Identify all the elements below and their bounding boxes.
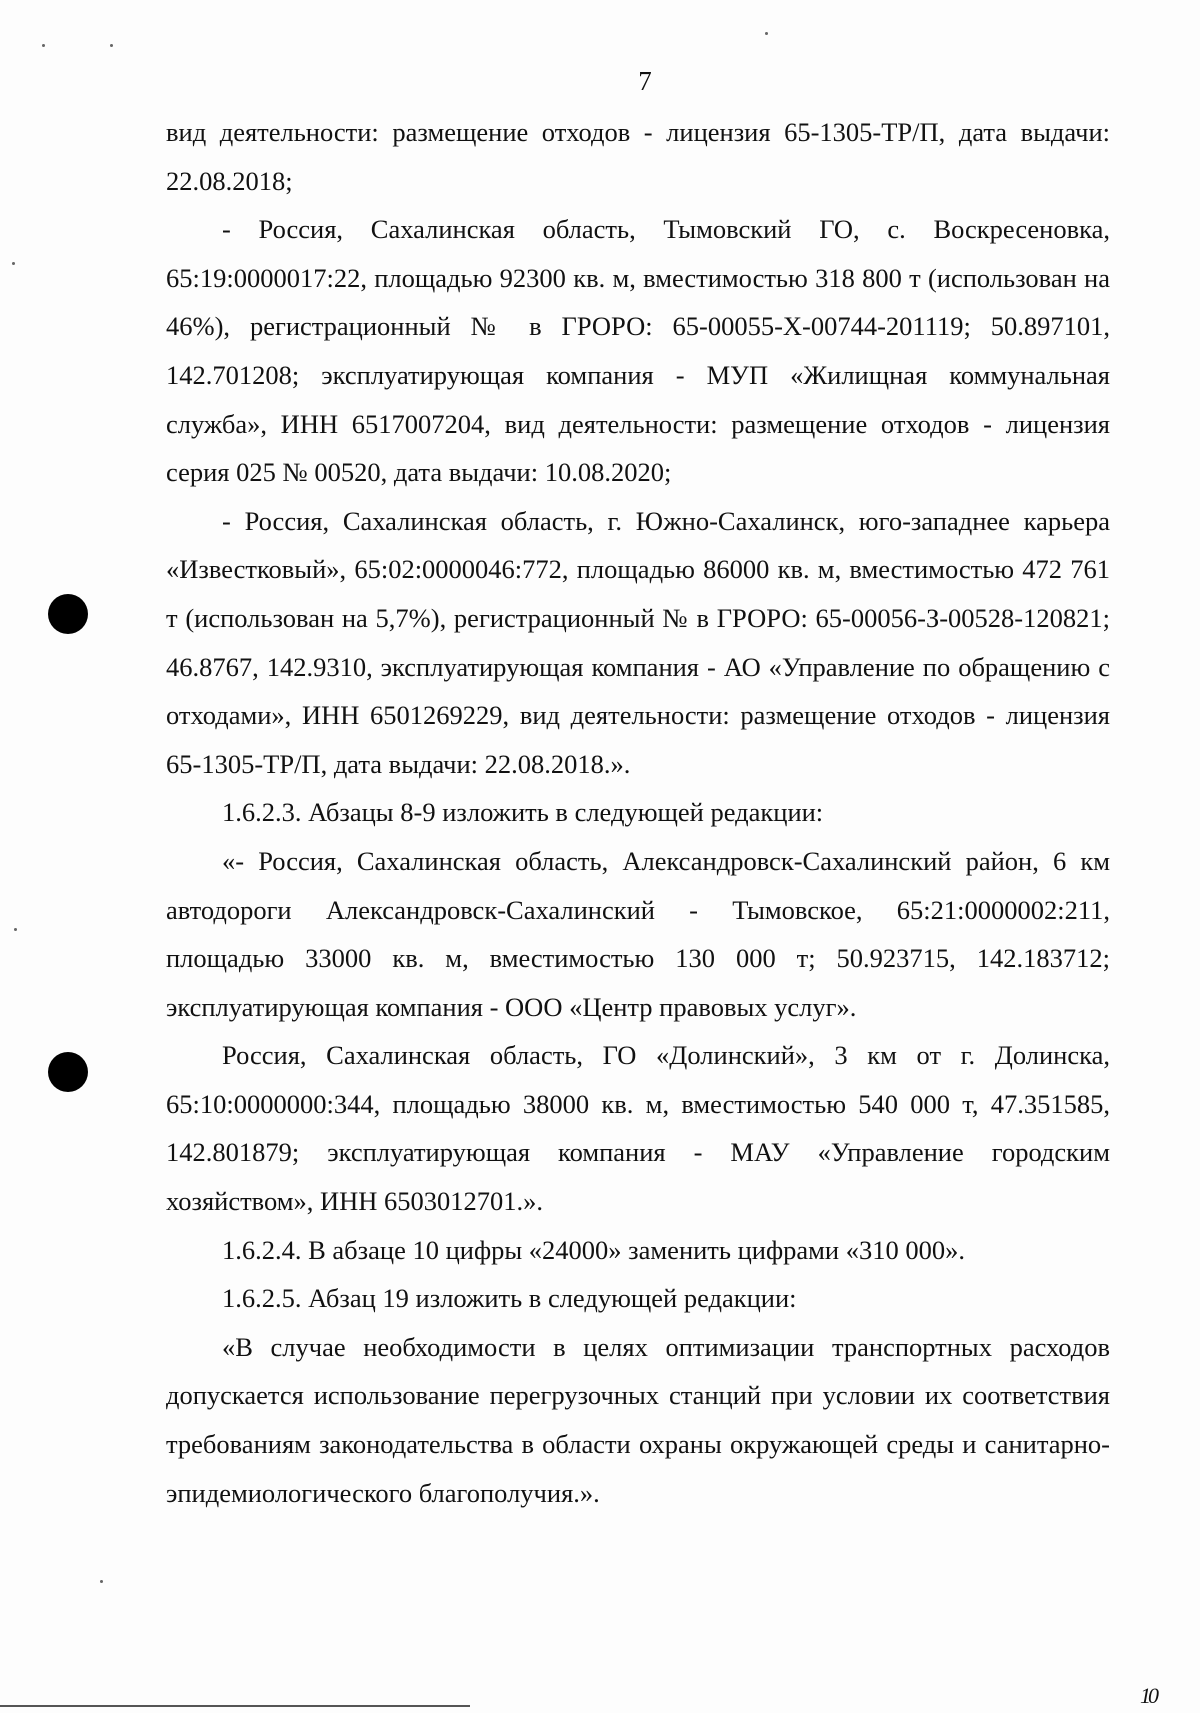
scan-speck	[42, 44, 45, 47]
paragraph: «- Россия, Сахалинская область, Александровск-Сахалинский район, 6 км автодороги Александровск-Сахалинский - Тымовское, 65:21:0000002:211, площадью 33000 кв. м, вместимостью 130 000 т; 50.923715, 142.183712; эксплуатирующая компания - ООО «Центр правовых услуг».	[166, 845, 1110, 1022]
scan-speck	[110, 44, 113, 47]
paragraph: 1.6.2.5. Абзац 19 изложить в следующей редакции:	[222, 1283, 797, 1314]
punch-hole	[48, 1052, 88, 1092]
paragraph: - Россия, Сахалинская область, Тымовский ГО, с. Воскресеновка, 65:19:0000017:22, площадью 92300 кв. м, вместимостью 318 800 т (использован на 46%), регистрационный № в ГРОРО: 65-00055-Х-00744-201119; 50.897101, 142.701208; эксплуатирующая компания - МУП «Жилищная коммунальная служба», ИНН 6517007204, вид деятельности: размещение отходов - лицензия серия 025 № 00520, дата выдачи: 10.08.2020;	[166, 214, 1110, 488]
paragraph: - Россия, Сахалинская область, г. Южно-Сахалинск, юго-западнее карьера «Известковый», 65:02:0000046:772, площадью 86000 кв. м, вместимостью 472 761 т (использован на 5,7%), регистрационный № в ГРОРО: 65-00056-З-00528-120821; 46.8767, 142.9310, эксплуатирующая компания - АО «Управление по обращению с отходами», ИНН 6501269229, вид деятельности: размещение отходов - лицензия 65-1305-ТР/П, дата выдачи: 22.08.2018.».	[166, 505, 1110, 779]
paragraph: 1.6.2.3. Абзацы 8-9 изложить в следующей редакции:	[222, 797, 824, 828]
bottom-rule	[0, 1705, 470, 1707]
paragraph: «В случае необходимости в целях оптимизации транспортных расходов допускается использование перегрузочных станций при условии их соответствия требованиям законодательства в области охраны окружающей среды и санитарно-эпидемиологического благополучия.».	[166, 1331, 1110, 1508]
page-number: 7	[638, 66, 652, 96]
scan-speck	[14, 928, 17, 931]
scan-speck	[765, 32, 768, 35]
scan-speck	[100, 1580, 103, 1583]
punch-hole	[48, 594, 88, 634]
paragraph: 1.6.2.4. В абзаце 10 цифры «24000» заменить цифрами «310 000».	[222, 1234, 965, 1265]
document-body	[166, 108, 1110, 1517]
sheet-number: 10	[1140, 1683, 1156, 1708]
paragraph: Россия, Сахалинская область, ГО «Долинский», 3 км от г. Долинска, 65:10:0000000:344, площадью 38000 кв. м, вместимостью 540 000 т, 47.351585, 142.801879; эксплуатирующая компания - МАУ «Управление городским хозяйством», ИНН 6503012701.».	[166, 1040, 1110, 1217]
scan-speck	[12, 262, 15, 265]
paragraph: вид деятельности: размещение отходов - лицензия 65-1305-ТР/П, дата выдачи: 22.08.2018;	[166, 117, 1110, 196]
